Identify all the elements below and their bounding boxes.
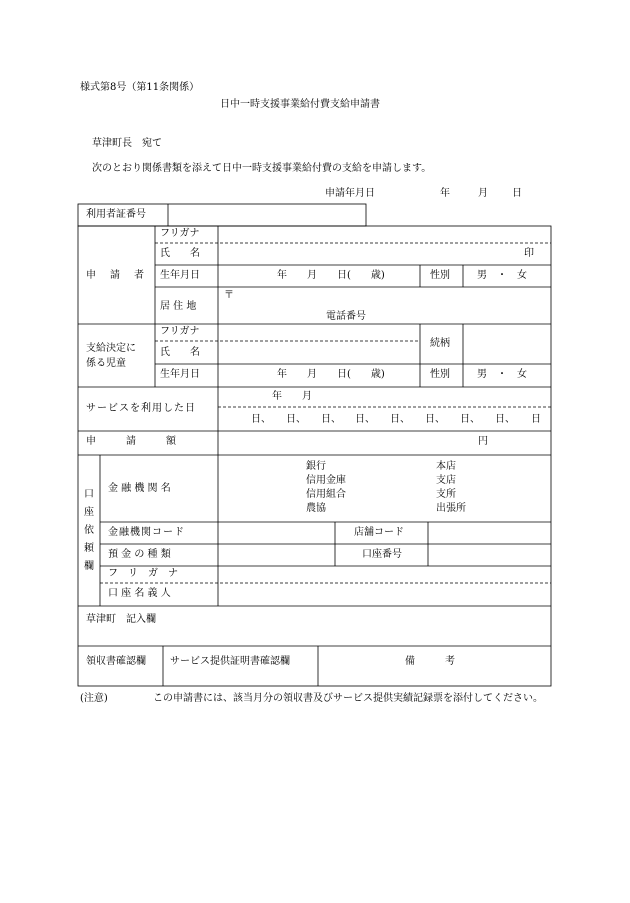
relation-label: 続柄 (430, 338, 450, 349)
notes-label: (注意) (80, 693, 108, 704)
user-cert-label: 利用者証番号 (86, 209, 146, 220)
intro-text: 次のとおり関係書類を添えて日中一時支援事業給付費の支給を申請します。 (92, 163, 432, 174)
phone-label: 電話番号 (326, 311, 366, 322)
deposit-type-label: 預 金 の 種 類 (108, 549, 171, 560)
applicant-sex-value: 男 ・ 女 (477, 270, 527, 281)
applicant-birth-value: 年 月 日( 歳) (277, 270, 385, 281)
applicant-section-label: 申 請 者 (86, 270, 146, 281)
child-furigana-label: フリガナ (160, 326, 200, 337)
service-day-9: 日 (531, 414, 541, 425)
applicant-furigana-label: フリガナ (160, 228, 200, 239)
addressee: 草津町長 宛て (92, 138, 162, 149)
account-char-2: 座 (84, 507, 94, 518)
child-sex-value: 男 ・ 女 (477, 369, 527, 380)
date-year: 年 (440, 188, 450, 199)
notes (80, 690, 555, 707)
bank-type-4: 農協 (306, 503, 326, 514)
service-day-3: 日、 (321, 414, 341, 425)
holder-furigana-label: フ リ ガ ナ (108, 568, 178, 579)
service-day-5: 日、 (390, 414, 410, 425)
seal-mark: 印 (524, 248, 534, 259)
service-day-2: 日、 (286, 414, 306, 425)
child-birth-label: 生年月日 (160, 369, 200, 380)
bank-type-2: 信用金庫 (306, 475, 346, 486)
child-section-label-1: 支給決定に (86, 343, 136, 354)
branch-type-3: 支所 (436, 489, 456, 500)
bank-name-label: 金 融 機 関 名 (108, 483, 171, 494)
form-title: 日中一時支援事業給付費支給申請書 (220, 99, 380, 110)
branch-code-label: 店舗コード (354, 527, 404, 538)
postal-mark: 〒 (224, 290, 234, 301)
child-section-label-2: 係る児童 (86, 358, 126, 369)
applicant-name-label: 氏 名 (160, 248, 200, 259)
service-day-6: 日、 (425, 414, 445, 425)
branch-type-4: 出張所 (436, 503, 466, 514)
bank-type-3: 信用組合 (306, 489, 346, 500)
date-day: 日 (512, 188, 522, 199)
bank-code-label: 金融機関コード (108, 527, 185, 538)
branch-type-2: 支店 (436, 475, 456, 486)
child-name-label: 氏 名 (160, 347, 200, 358)
notes-text: この申請書には、該当月分の領収書及びサービス提供実績記録票を添付してください。 (153, 693, 543, 704)
service-day-1: 日、 (251, 414, 271, 425)
service-days-label: サービスを利用した日 (86, 403, 196, 414)
applicant-address-label: 居 住 地 (160, 301, 197, 312)
service-day-7: 日、 (460, 414, 480, 425)
date-label: 申請年月日 (325, 188, 375, 199)
date-month: 月 (478, 188, 488, 199)
service-cert-check-label: サービス提供証明書確認欄 (170, 656, 290, 667)
account-char-4: 頼 (84, 543, 94, 554)
account-char-5: 欄 (84, 561, 94, 572)
amount-label: 申 請 額 (86, 436, 176, 447)
account-char-1: 口 (84, 489, 94, 500)
amount-unit: 円 (478, 436, 488, 447)
service-day-8: 日、 (495, 414, 515, 425)
form-number: 様式第8号（第11条関係） (80, 82, 200, 93)
bank-type-1: 銀行 (306, 461, 326, 472)
applicant-birth-label: 生年月日 (160, 270, 200, 281)
town-use-label: 草津町 記入欄 (86, 614, 156, 625)
account-char-3: 依 (84, 525, 94, 536)
receipt-check-label: 領収書確認欄 (86, 656, 146, 667)
remarks-label: 備 考 (405, 656, 455, 667)
branch-type-1: 本店 (436, 461, 456, 472)
account-section-label (83, 490, 95, 580)
account-holder-label: 口 座 名 義 人 (108, 588, 171, 599)
account-number-label: 口座番号 (362, 549, 402, 560)
service-year-month: 年 月 (272, 391, 312, 402)
child-birth-value: 年 月 日( 歳) (277, 369, 385, 380)
applicant-sex-label: 性別 (430, 270, 450, 281)
service-day-4: 日、 (355, 414, 375, 425)
child-sex-label: 性別 (430, 369, 450, 380)
